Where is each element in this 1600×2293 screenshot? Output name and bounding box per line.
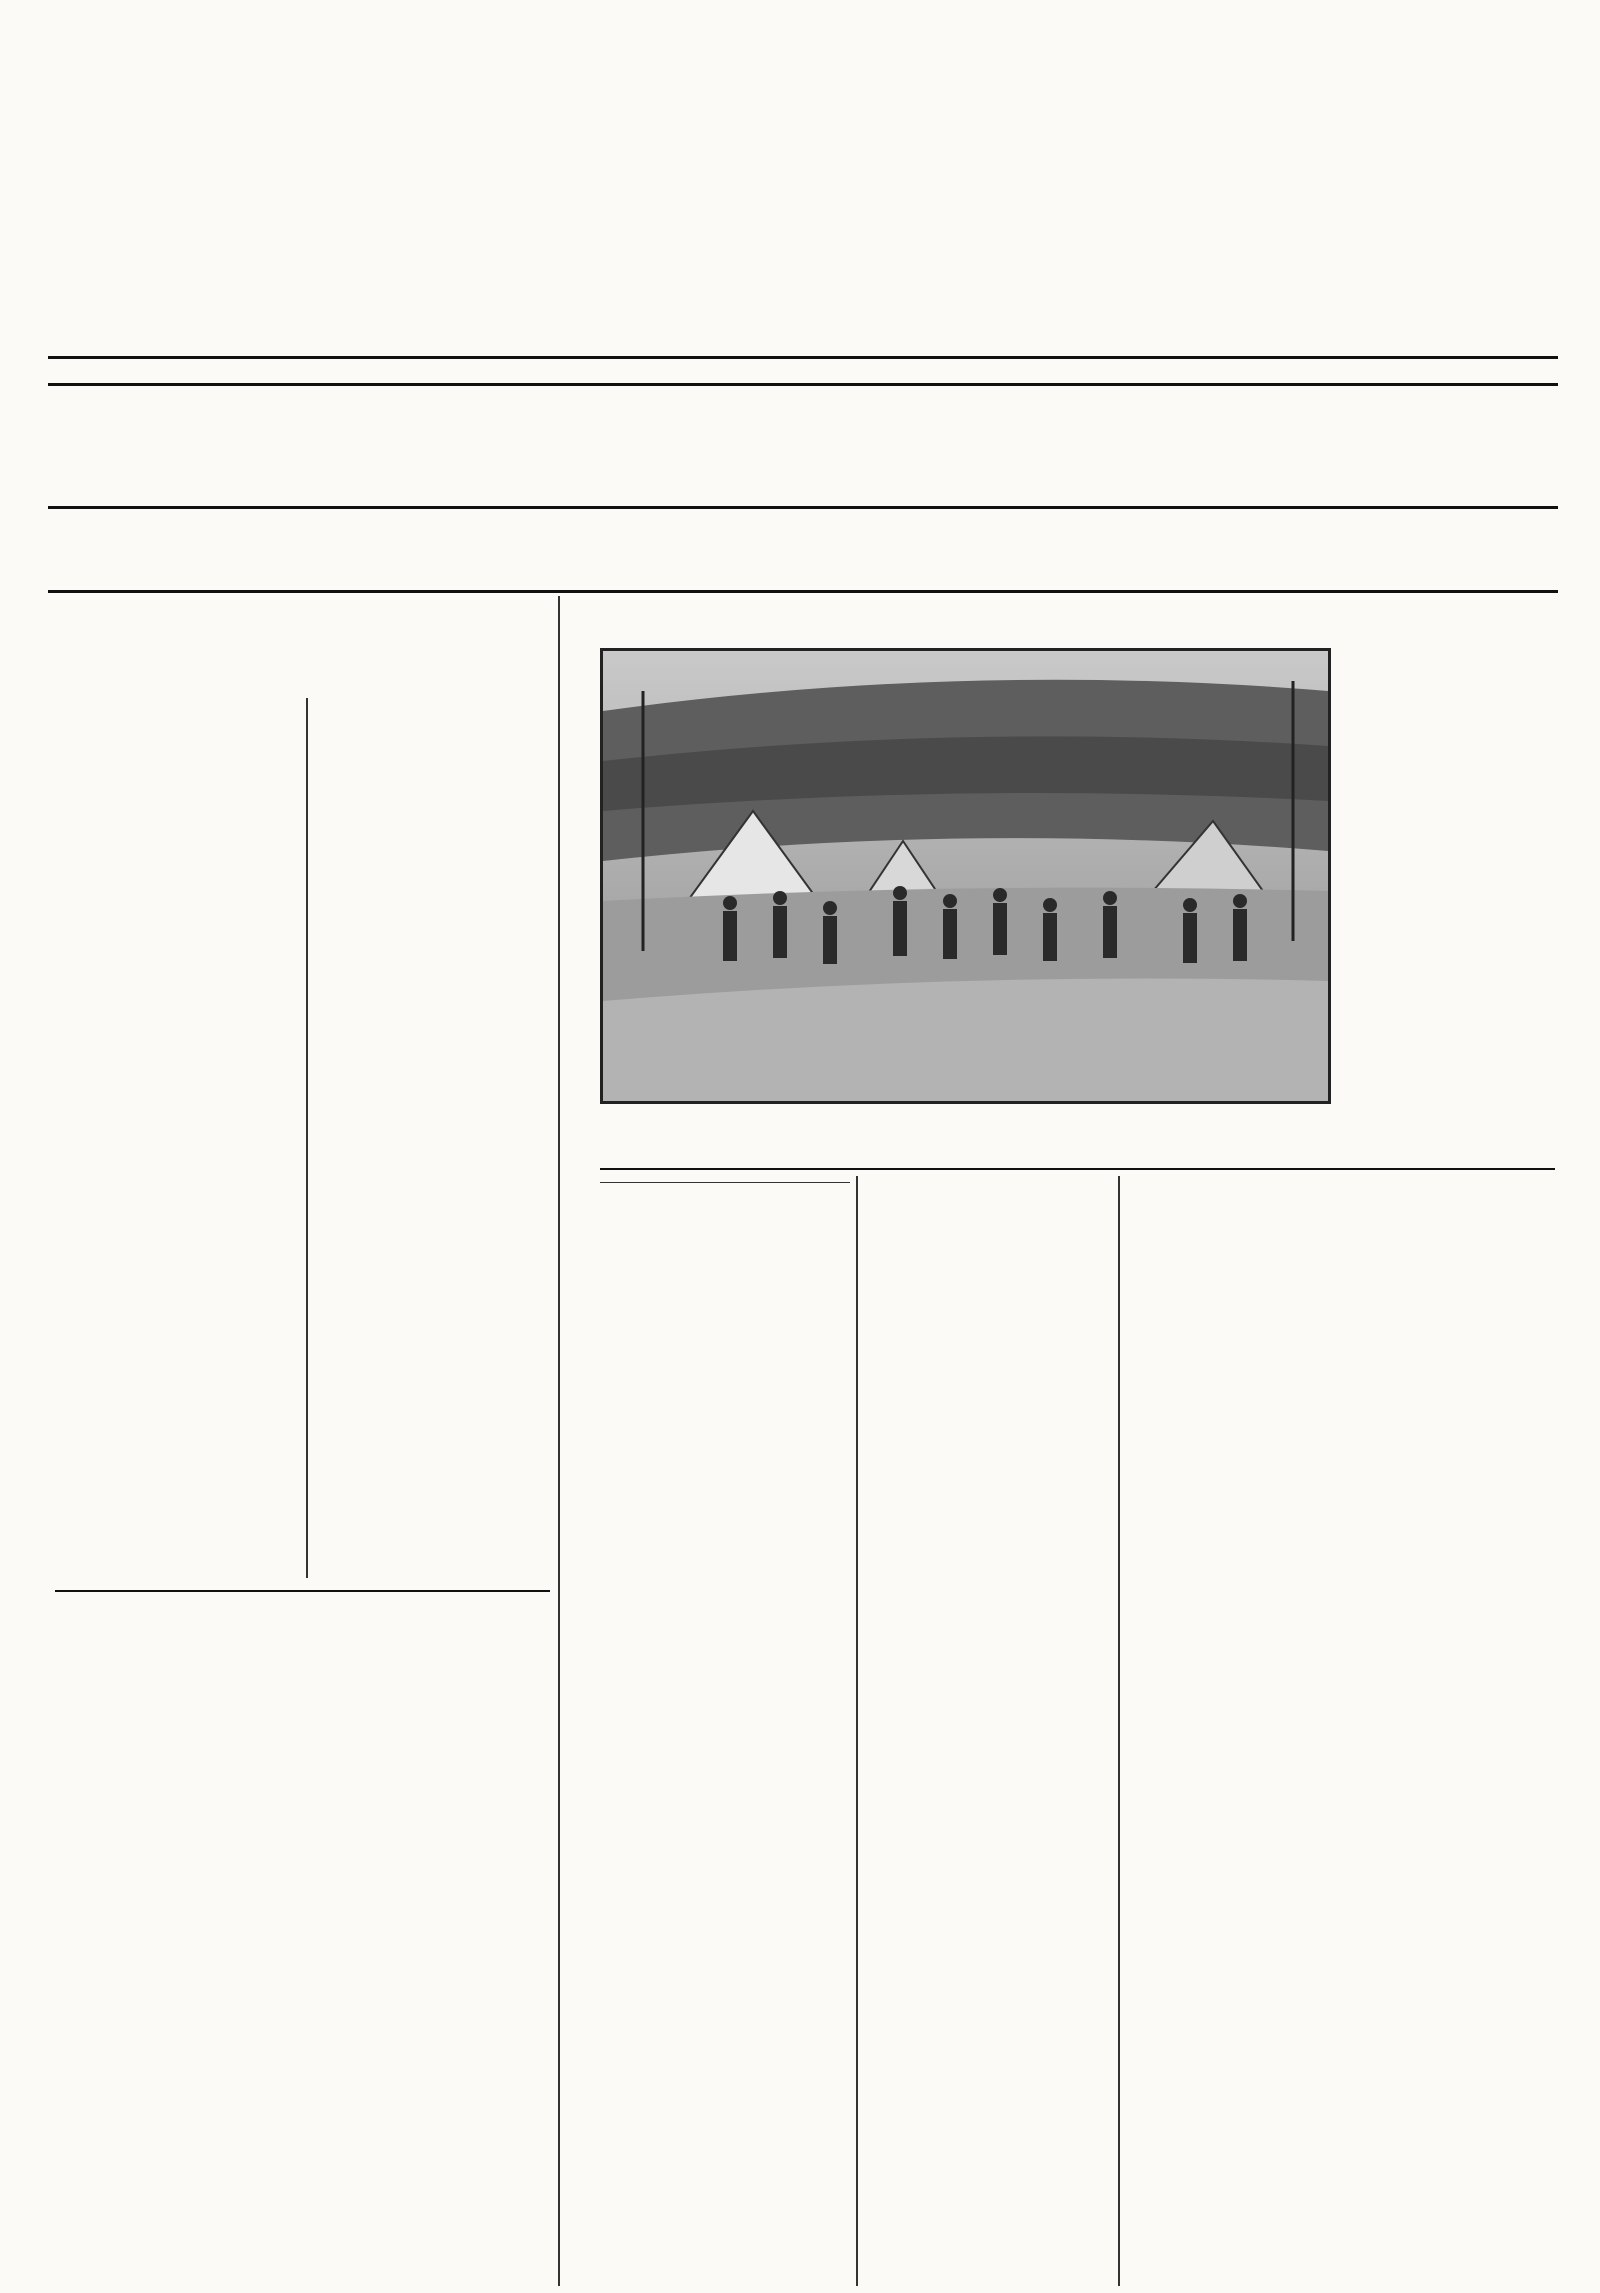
stadium-photo-image (603, 651, 1328, 1101)
column-divider (306, 698, 308, 1578)
column-divider (1118, 1176, 1120, 2286)
divider (48, 506, 1558, 509)
divider (55, 1590, 550, 1592)
article-column (55, 698, 300, 1578)
divider (48, 590, 1558, 593)
column-divider (558, 596, 560, 2286)
newspaper-logo (570, 65, 1591, 187)
middle-column-2 (862, 1176, 1112, 2286)
stadium-photo (600, 648, 1331, 1104)
column-divider (856, 1176, 858, 2286)
chronicle-column (55, 1676, 550, 2286)
article-column (312, 698, 552, 1578)
divider (600, 1168, 1555, 1170)
dateline-bar (48, 356, 1558, 386)
subscription-box (50, 62, 550, 344)
paris-section (600, 1182, 850, 1187)
middle-column-1 (600, 1176, 850, 2286)
